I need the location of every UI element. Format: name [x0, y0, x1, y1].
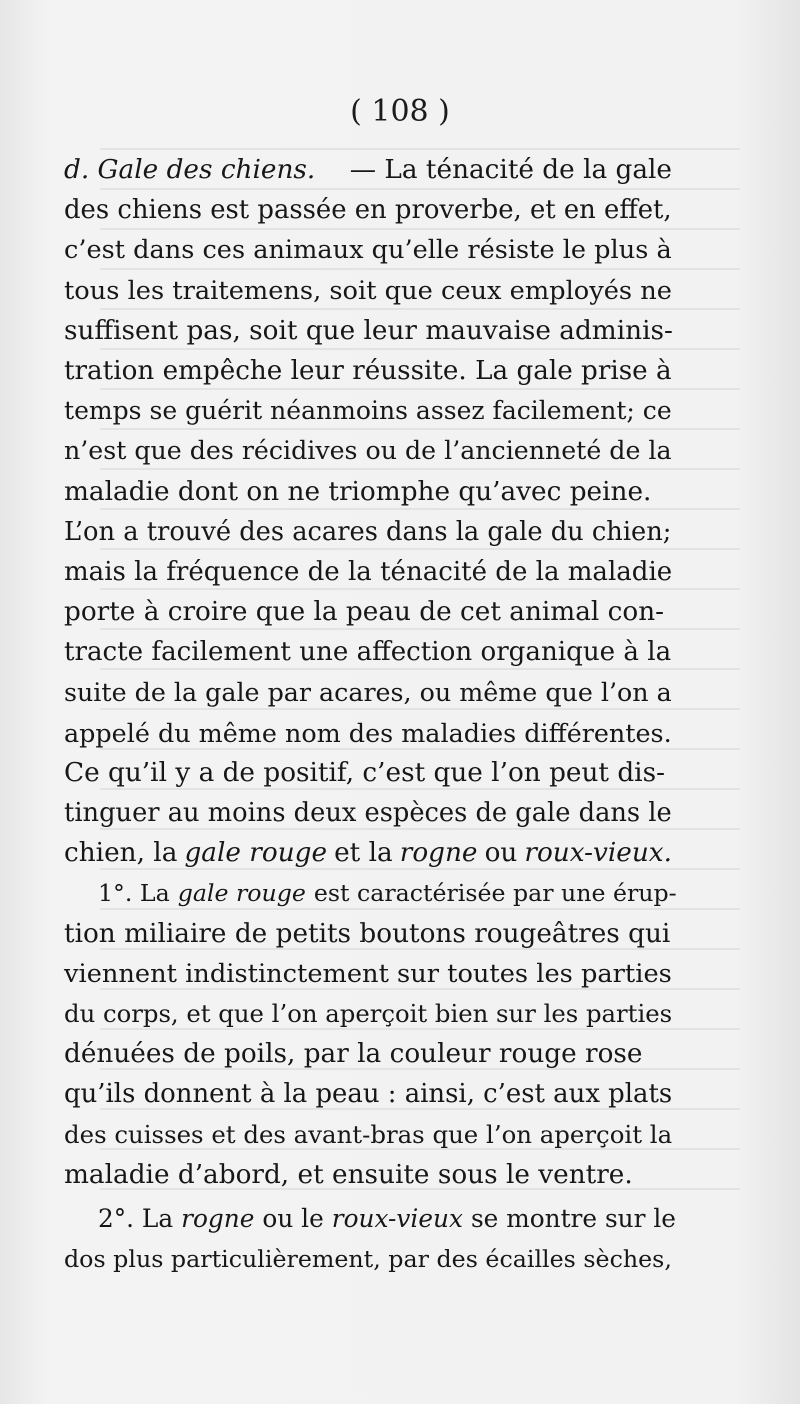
text-line	[64, 1074, 672, 1114]
text-fragment: suffisent pas, soit que leur mauvaise adminis-	[64, 315, 673, 346]
text-fragment: tracte facilement une affection organique à la	[64, 637, 672, 668]
text-fragment: des chiens est passée en proverbe, et en effet,	[64, 195, 672, 226]
italic-term: rogne	[181, 1203, 255, 1233]
text-fragment: — La ténacité de la gale	[349, 155, 672, 185]
text-line	[64, 753, 672, 793]
page-number-header: ( 108 )	[350, 94, 450, 129]
text-fragment: des cuisses et des avant-bras que l’on aperçoit la	[64, 1119, 673, 1149]
text-line	[64, 472, 672, 512]
text-line	[64, 713, 672, 753]
text-fragment: mais la fréquence de la ténacité de la maladie	[64, 556, 673, 587]
text-line	[64, 271, 672, 311]
text-line	[64, 1115, 672, 1155]
text-line	[64, 592, 672, 632]
text-line	[64, 914, 672, 954]
text-fragment: porte à croire que la peau de cet animal con-	[64, 597, 665, 628]
text-fragment: maladie dont on ne triomphe qu’avec peine.	[64, 476, 652, 507]
text-fragment: du corps, et que l’on aperçoit bien sur les parties	[64, 998, 673, 1028]
text-fragment: suite de la gale par acares, ou même que l’on a	[64, 677, 672, 708]
text-line	[64, 1199, 676, 1239]
text-line	[64, 1155, 672, 1195]
text-line	[64, 150, 672, 190]
text-fragment: qu’ils donnent à la peau : ainsi, c’est aux plats	[64, 1079, 673, 1110]
text-fragment: Ce qu’il y a de positif, c’est que l’on peut dis-	[64, 757, 665, 788]
text-fragment: L’on a trouvé des acares dans la gale du chien;	[64, 516, 672, 547]
text-fragment: tinguer au moins deux espèces de gale dans le	[64, 798, 672, 828]
text-line	[64, 1239, 672, 1279]
text-fragment: n’est que des récidives ou de l’ancienneté de la	[64, 436, 672, 466]
italic-term: rogne	[399, 838, 478, 869]
text-line	[64, 833, 672, 873]
italic-term: roux-vieux	[331, 1203, 463, 1233]
text-line	[64, 512, 672, 552]
text-line	[64, 552, 672, 592]
text-line	[64, 873, 677, 913]
text-line	[64, 994, 672, 1034]
text-fragment: se montre sur le	[470, 1203, 676, 1233]
text-fragment: appelé du même nom des maladies différentes.	[64, 717, 672, 748]
text-line	[64, 954, 672, 994]
italic-term: gale rouge	[177, 879, 306, 908]
text-line	[64, 311, 672, 351]
text-fragment: temps se guérit néanmoins assez facilement; ce	[64, 396, 672, 426]
text-fragment: et la	[334, 838, 393, 869]
text-fragment: maladie d’abord, et ensuite sous le ventre.	[64, 1159, 633, 1190]
text-line	[64, 351, 672, 391]
text-fragment: viennent indistinctement sur toutes les parties	[64, 958, 672, 989]
text-fragment: ou	[484, 838, 518, 869]
text-line	[64, 391, 672, 431]
text-line	[64, 431, 672, 471]
text-fragment: 2°. La	[98, 1203, 174, 1233]
text-line	[64, 793, 672, 833]
text-fragment: c’est dans ces animaux qu’elle résiste le plus à	[64, 235, 672, 266]
text-fragment: 1°. La	[98, 879, 170, 908]
italic-term: roux-vieux.	[524, 838, 672, 869]
text-fragment: dos plus particulièrement, par des écailles sèches,	[64, 1245, 672, 1274]
text-fragment: tous les traitemens, soit que ceux employés ne	[64, 275, 672, 306]
text-fragment: ou le	[262, 1203, 324, 1233]
italic-term: gale rouge	[184, 838, 328, 869]
text-fragment: dénuées de poils, par la couleur rouge rose	[64, 1039, 643, 1070]
text-line	[64, 230, 672, 270]
text-fragment: tion miliaire de petits boutons rougeâtres qui	[64, 918, 671, 949]
body-text	[64, 150, 677, 1279]
text-fragment: tration empêche leur réussite. La gale prise à	[64, 355, 672, 386]
text-line	[64, 190, 672, 230]
text-fragment: chien, la	[64, 838, 178, 869]
text-line	[64, 672, 672, 712]
section-title: d. Gale des chiens.	[64, 155, 316, 185]
text-fragment: est caractérisée par une érup-	[313, 879, 677, 908]
text-line	[64, 1034, 672, 1074]
text-line	[64, 632, 672, 672]
